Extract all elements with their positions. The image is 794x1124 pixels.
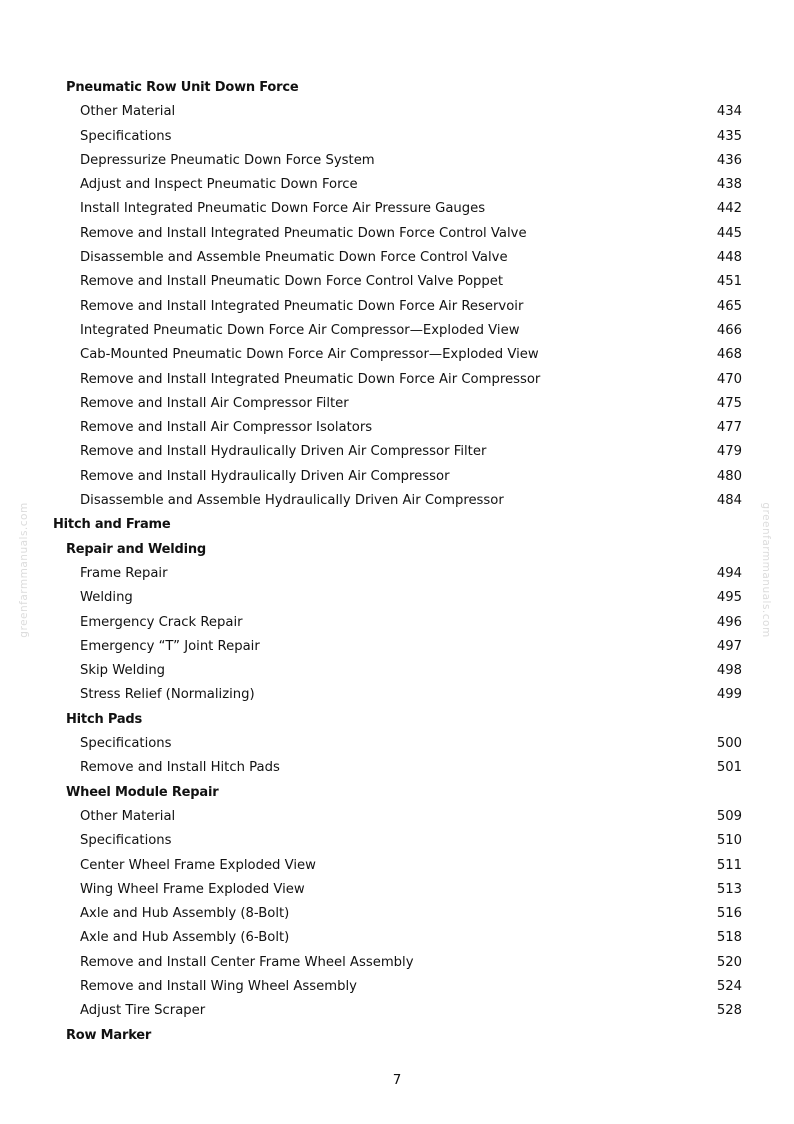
toc-entry[interactable] <box>0 683 794 707</box>
toc-entry[interactable] <box>0 659 794 683</box>
toc-entry-page-number[interactable]: 448 <box>716 250 742 266</box>
toc-chapter-heading[interactable] <box>0 513 794 537</box>
toc-entry-page-number[interactable]: 451 <box>716 274 742 290</box>
toc-entry-title[interactable]: Cab-Mounted Pneumatic Down Force Air Compressor—Exploded View <box>80 347 539 363</box>
toc-entry-page-number[interactable]: 465 <box>716 298 742 314</box>
toc-section-heading[interactable] <box>0 708 794 732</box>
toc-entry[interactable] <box>0 319 794 343</box>
toc-entry-page-number[interactable]: 445 <box>716 225 742 241</box>
toc-entry-title[interactable]: Integrated Pneumatic Down Force Air Compressor—Exploded View <box>80 322 520 338</box>
toc-entry[interactable] <box>0 586 794 610</box>
toc-entry-page-number[interactable]: 435 <box>716 128 742 144</box>
toc-entry[interactable] <box>0 562 794 586</box>
watermark-left: greenfarmmanuals.com <box>18 502 30 638</box>
toc-entry[interactable] <box>0 392 794 416</box>
toc-entry-title[interactable]: Remove and Install Air Compressor Filter <box>80 395 349 411</box>
toc-entry[interactable] <box>0 805 794 829</box>
toc-entry-title[interactable]: Depressurize Pneumatic Down Force System <box>80 152 375 168</box>
toc-entry-title[interactable]: Disassemble and Assemble Hydraulically Driven Air Compressor <box>80 493 504 509</box>
toc-entry-title[interactable]: Other Material <box>80 104 176 120</box>
toc-entry[interactable] <box>0 878 794 902</box>
toc-entry-page-number[interactable]: 436 <box>716 152 742 168</box>
toc-entry[interactable] <box>0 295 794 319</box>
toc-entry[interactable] <box>0 125 794 149</box>
toc-entry-page-number[interactable]: 479 <box>716 444 742 460</box>
toc-entry-title[interactable]: Remove and Install Integrated Pneumatic Down Force Control Valve <box>80 225 527 241</box>
toc-entry[interactable] <box>0 975 794 999</box>
toc-section-heading[interactable] <box>0 538 794 562</box>
toc-entry-page-number[interactable]: 494 <box>716 565 742 581</box>
toc-entry-page-number[interactable]: 524 <box>716 978 742 994</box>
toc-entry[interactable] <box>0 368 794 392</box>
toc-entry-page-number[interactable]: 470 <box>716 371 742 387</box>
toc-entry[interactable] <box>0 173 794 197</box>
toc-entry-page-number[interactable]: 438 <box>716 177 742 193</box>
toc-entry-title[interactable]: Specifications <box>80 833 172 849</box>
toc-entry-title[interactable]: Specifications <box>80 736 172 752</box>
toc-entry-title[interactable]: Wing Wheel Frame Exploded View <box>80 881 305 897</box>
toc-entry-title[interactable]: Disassemble and Assemble Pneumatic Down Force Control Valve <box>80 250 508 266</box>
page-number: 7 <box>392 1072 402 1088</box>
toc-entry[interactable] <box>0 343 794 367</box>
toc-entry-title[interactable]: Wheel Module Repair <box>66 784 219 800</box>
toc-entry[interactable] <box>0 756 794 780</box>
toc-section-heading[interactable] <box>0 1024 794 1048</box>
toc-entry-title[interactable]: Pneumatic Row Unit Down Force <box>66 80 299 95</box>
toc-entry-page-number[interactable]: 484 <box>716 493 742 509</box>
toc-entry[interactable] <box>0 732 794 756</box>
toc-entry-title[interactable]: Skip Welding <box>80 663 166 679</box>
toc-entry-title[interactable]: Emergency Crack Repair <box>80 614 243 630</box>
toc-section-heading[interactable] <box>0 76 794 100</box>
toc-entry-page-number[interactable]: 497 <box>716 638 742 654</box>
toc-entry-title[interactable]: Remove and Install Hydraulically Driven Air Compressor <box>80 468 450 484</box>
toc-entry[interactable] <box>0 829 794 853</box>
toc-entry-title[interactable]: Remove and Install Hydraulically Driven Air Compressor Filter <box>80 444 487 460</box>
toc-entry-title[interactable]: Hitch Pads <box>66 711 143 727</box>
toc-entry-page-number[interactable]: 466 <box>716 322 742 338</box>
toc-entry[interactable] <box>0 489 794 513</box>
toc-entry[interactable] <box>0 854 794 878</box>
toc-entry-title[interactable]: Install Integrated Pneumatic Down Force Air Pressure Gauges <box>80 201 486 217</box>
toc-entry[interactable] <box>0 222 794 246</box>
toc-entry[interactable] <box>0 635 794 659</box>
table-of-contents <box>0 76 794 1048</box>
toc-entry[interactable] <box>0 440 794 464</box>
toc-entry-title[interactable]: Other Material <box>80 808 176 824</box>
toc-entry-title[interactable]: Frame Repair <box>80 565 168 581</box>
watermark-right: greenfarmmanuals.com <box>760 502 772 638</box>
toc-entry-title[interactable]: Remove and Install Center Frame Wheel Assembly <box>80 954 414 970</box>
toc-entry-title[interactable]: Axle and Hub Assembly (8-Bolt) <box>80 906 290 922</box>
toc-entry[interactable] <box>0 197 794 221</box>
toc-section-heading[interactable] <box>0 781 794 805</box>
toc-entry-title[interactable]: Axle and Hub Assembly (6-Bolt) <box>80 930 290 946</box>
toc-entry-page-number[interactable]: 468 <box>716 347 742 363</box>
toc-entry-page-number[interactable]: 510 <box>716 833 742 849</box>
toc-entry-page-number[interactable]: 513 <box>716 881 742 897</box>
toc-entry-title[interactable]: Remove and Install Hitch Pads <box>80 760 280 776</box>
toc-entry-page-number[interactable]: 518 <box>716 930 742 946</box>
toc-entry[interactable] <box>0 246 794 270</box>
toc-entry-title[interactable]: Hitch and Frame <box>53 517 171 533</box>
toc-entry-title[interactable]: Remove and Install Air Compressor Isolators <box>80 420 373 436</box>
toc-entry-page-number[interactable]: 498 <box>716 663 742 679</box>
toc-entry-title[interactable]: Welding <box>80 590 133 606</box>
toc-entry-page-number[interactable]: 516 <box>716 906 742 922</box>
toc-entry-page-number[interactable]: 495 <box>716 590 742 606</box>
toc-entry-page-number[interactable]: 499 <box>716 687 742 703</box>
toc-entry-title[interactable]: Remove and Install Integrated Pneumatic Down Force Air Compressor <box>80 371 541 387</box>
toc-entry-page-number[interactable]: 509 <box>716 808 742 824</box>
toc-entry[interactable] <box>0 926 794 950</box>
toc-entry-page-number[interactable]: 477 <box>716 420 742 436</box>
toc-entry-title[interactable]: Emergency “T” Joint Repair <box>80 638 260 654</box>
toc-entry-page-number[interactable]: 475 <box>716 395 742 411</box>
toc-entry-title[interactable]: Specifications <box>80 128 172 144</box>
toc-entry-title[interactable]: Center Wheel Frame Exploded View <box>80 857 316 873</box>
toc-entry-title[interactable]: Row Marker <box>66 1027 152 1043</box>
toc-entry[interactable] <box>0 270 794 294</box>
toc-entry-page-number[interactable]: 528 <box>716 1003 742 1019</box>
toc-entry-title[interactable]: Repair and Welding <box>66 541 207 557</box>
toc-entry[interactable] <box>0 902 794 926</box>
toc-entry-page-number[interactable]: 520 <box>716 954 742 970</box>
toc-entry[interactable] <box>0 149 794 173</box>
toc-entry-title[interactable]: Adjust Tire Scraper <box>80 1003 206 1019</box>
toc-entry-page-number[interactable]: 501 <box>716 760 742 776</box>
toc-entry[interactable] <box>0 100 794 124</box>
toc-entry[interactable] <box>0 999 794 1023</box>
toc-entry[interactable] <box>0 951 794 975</box>
toc-entry-title[interactable]: Remove and Install Pneumatic Down Force Control Valve Poppet <box>80 274 504 290</box>
toc-entry-page-number[interactable]: 480 <box>716 468 742 484</box>
toc-entry-title[interactable]: Stress Relief (Normalizing) <box>80 687 255 703</box>
toc-entry-page-number[interactable]: 496 <box>716 614 742 630</box>
toc-entry-title[interactable]: Remove and Install Wing Wheel Assembly <box>80 978 357 994</box>
toc-entry[interactable] <box>0 611 794 635</box>
toc-entry-page-number[interactable]: 442 <box>716 201 742 217</box>
toc-entry-title[interactable]: Adjust and Inspect Pneumatic Down Force <box>80 177 358 193</box>
toc-entry-page-number[interactable]: 511 <box>716 857 742 873</box>
toc-entry-page-number[interactable]: 434 <box>716 104 742 120</box>
toc-entry-page-number[interactable]: 500 <box>716 736 742 752</box>
toc-entry[interactable] <box>0 465 794 489</box>
toc-entry[interactable] <box>0 416 794 440</box>
toc-entry-title[interactable]: Remove and Install Integrated Pneumatic Down Force Air Reservoir <box>80 298 524 314</box>
